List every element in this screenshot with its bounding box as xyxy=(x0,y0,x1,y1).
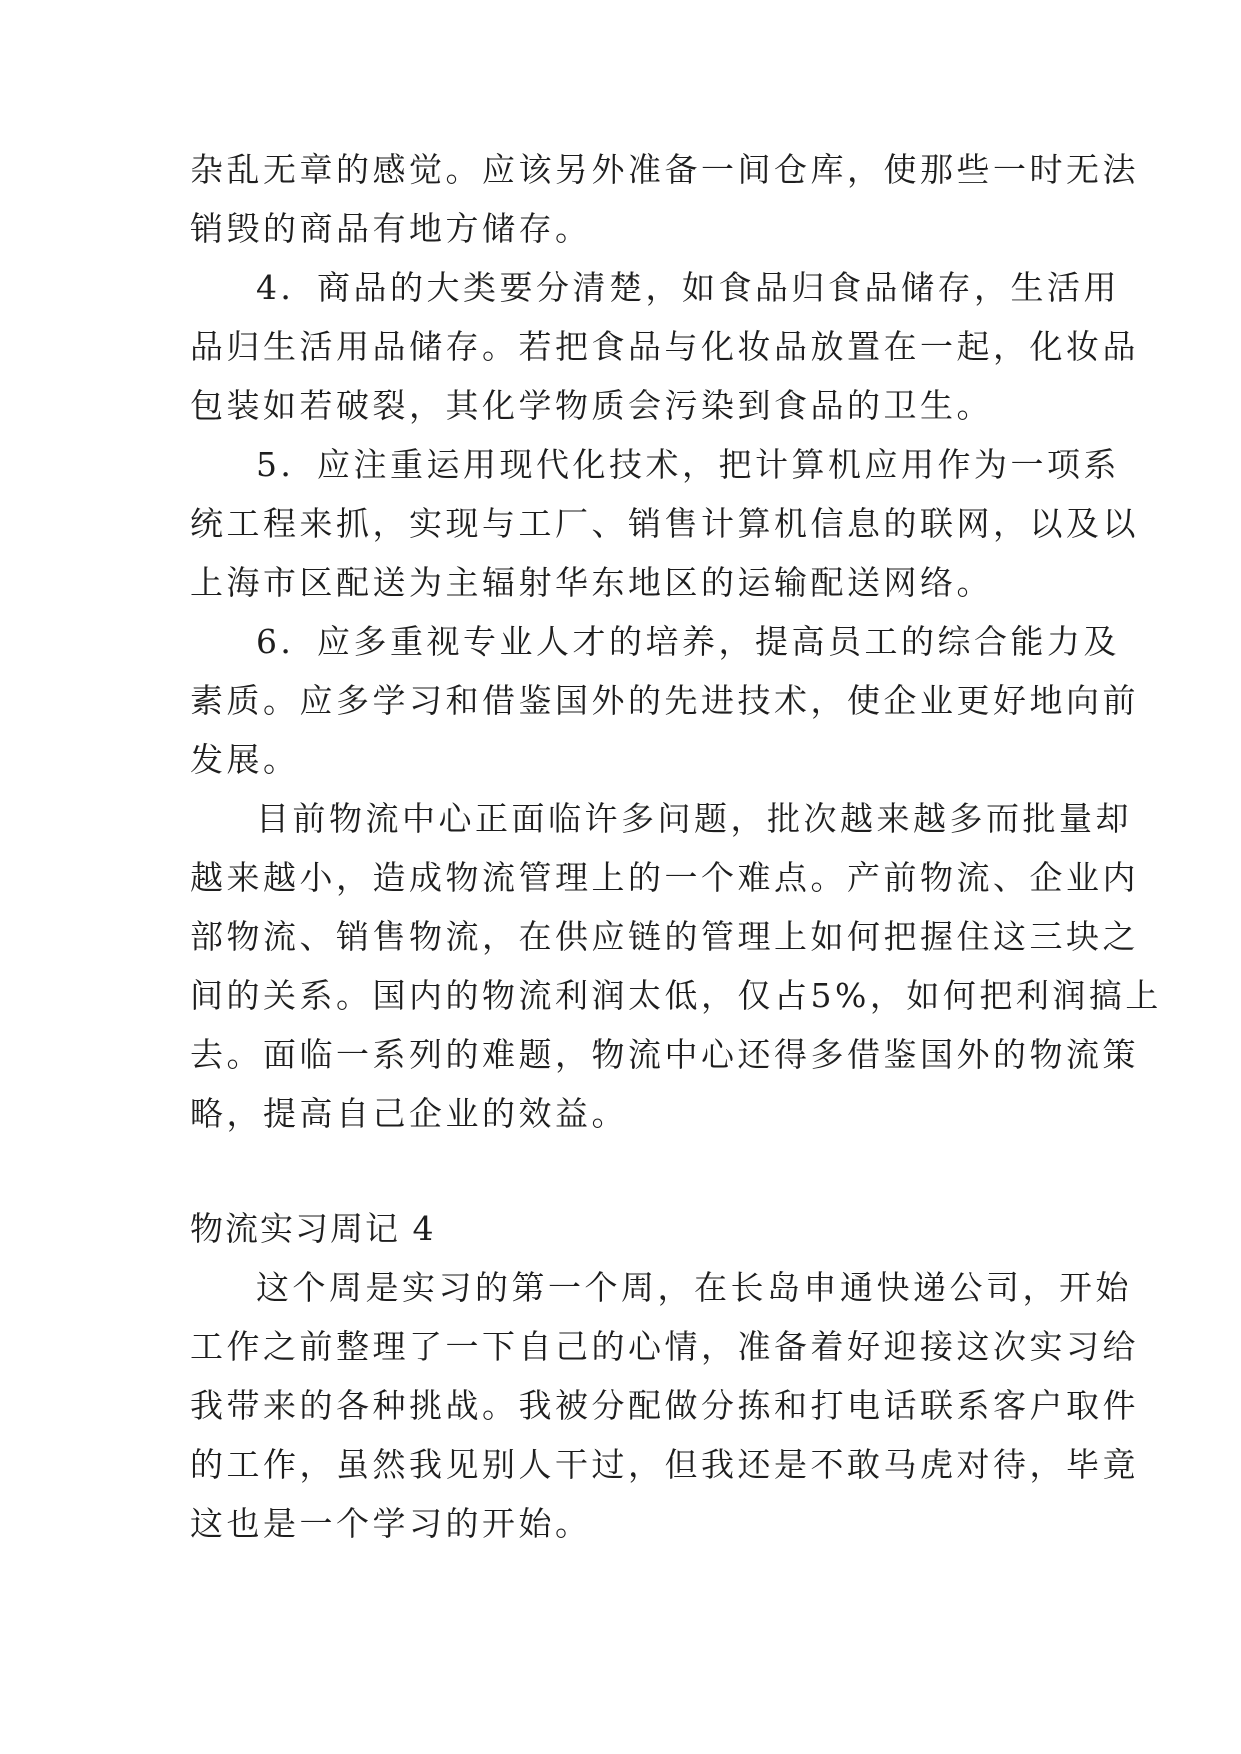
paragraph-line: 我带来的各种挑战。我被分配做分拣和打电话联系客户取件 xyxy=(190,1386,1139,1425)
paragraph-line: 品归生活用品储存。若把食品与化妆品放置在一起，化妆品 xyxy=(190,327,1139,366)
paragraph-line: 统工程来抓，实现与工厂、销售计算机信息的联网，以及以 xyxy=(190,504,1139,543)
paragraph-line: 素质。应多学习和借鉴国外的先进技术，使企业更好地向前 xyxy=(190,681,1139,720)
paragraph-line: 越来越小，造成物流管理上的一个难点。产前物流、企业内 xyxy=(190,858,1139,897)
paragraph-line: 4．商品的大类要分清楚，如食品归食品储存，生活用 xyxy=(256,268,1120,307)
paragraph-line: 6．应多重视专业人才的培养，提高员工的综合能力及 xyxy=(256,622,1120,661)
paragraph-line: 上海市区配送为主辐射华东地区的运输配送网络。 xyxy=(190,563,993,602)
paragraph-line: 的工作，虽然我见别人干过，但我还是不敢马虎对待，毕竟 xyxy=(190,1445,1139,1484)
paragraph-line: 部物流、销售物流，在供应链的管理上如何把握住这三块之 xyxy=(190,917,1139,956)
paragraph-line: 略，提高自己企业的效益。 xyxy=(190,1094,628,1133)
paragraph-line: 目前物流中心正面临许多问题，批次越来越多而批量却 xyxy=(256,799,1132,838)
paragraph-line: 间的关系。国内的物流利润太低，仅占5%，如何把利润搞上 xyxy=(190,976,1162,1015)
paragraph-line: 这个周是实习的第一个周，在长岛申通快递公司，开始 xyxy=(256,1268,1132,1307)
paragraph-line: 发展。 xyxy=(190,740,300,779)
paragraph-line: 工作之前整理了一下自己的心情，准备着好迎接这次实习给 xyxy=(190,1327,1139,1366)
paragraph-line: 这也是一个学习的开始。 xyxy=(190,1504,592,1543)
section-title: 物流实习周记 4 xyxy=(190,1209,436,1248)
paragraph-line: 包装如若破裂，其化学物质会污染到食品的卫生。 xyxy=(190,386,993,425)
paragraph-line: 杂乱无章的感觉。应该另外准备一间仓库，使那些一时无法 xyxy=(190,150,1139,189)
paragraph-line: 去。面临一系列的难题，物流中心还得多借鉴国外的物流策 xyxy=(190,1035,1139,1074)
paragraph-line: 5．应注重运用现代化技术，把计算机应用作为一项系 xyxy=(256,445,1120,484)
paragraph-line: 销毁的商品有地方储存。 xyxy=(190,209,592,248)
